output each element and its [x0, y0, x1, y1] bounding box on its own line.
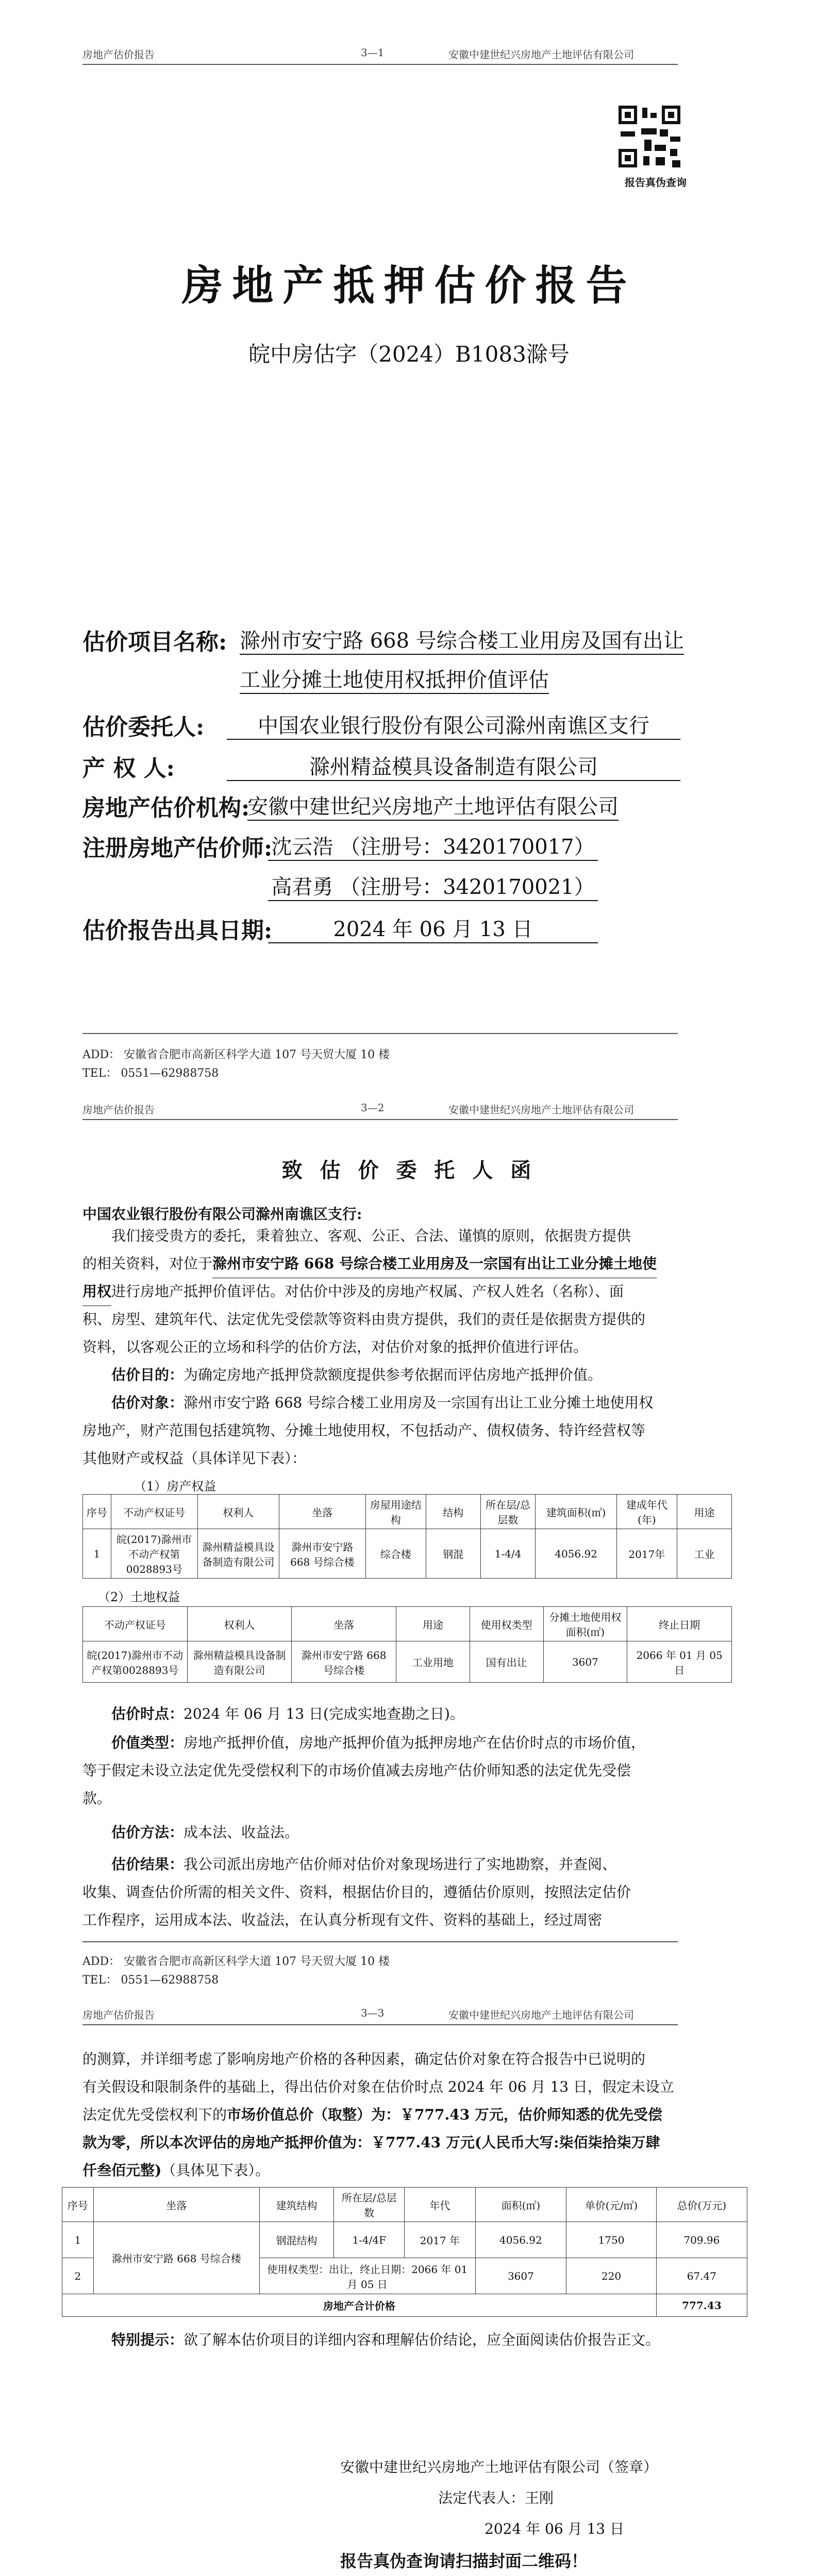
market-value-emphasis: 市场价值总价（取整）为：￥777.43 万元，估价师知悉的优先受偿 [227, 2106, 662, 2123]
page-header-number: 3—2 [361, 1101, 385, 1114]
letter-para1-line4: 积、房型、建筑年代、法定优先受偿款等资料由贵方提供，我们的责任是依据贵方提供的 [82, 1311, 646, 1328]
page-header-company: 安徽中建世纪兴房地产土地评估有限公司 [448, 2009, 634, 2021]
conclusion-line5: 仟叁佰元整)（具体见下表）。 [82, 2162, 270, 2179]
value-type-line3: 款。 [82, 1790, 112, 1807]
owner-label: 产 权 人: [82, 755, 175, 782]
page-header-left: 房地产估价报告 [82, 1104, 155, 1116]
result-line1: 估价结果：我公司派出房地产估价师对估价对象现场进行了实地勘察，并查阅、 [111, 1856, 617, 1873]
qr-caption: 报告真伪查询 [625, 176, 687, 189]
client-value: 中国农业银行股份有限公司滁州南谯区支行 [227, 709, 680, 740]
document-number: 皖中房估字（2024）B1083滁号 [248, 342, 570, 367]
header-rule [82, 1119, 678, 1120]
project-value-line2: 工业分摊土地使用权抵押价值评估 [240, 664, 549, 694]
valuer-label: 注册房地产估价师: [82, 835, 273, 861]
conclusion-line4: 款为零，所以本次评估的房地产抵押价值为：￥777.43 万元(人民币大写:柒佰柒拾柒万肆 [82, 2134, 660, 2151]
footer-address: ADD： 安徽省合肥市高新区科学大道 107 号天贸大厦 10 楼 [82, 1955, 390, 1968]
letter-para1-line3: 用权进行房地产抵押价值评估。对估价中涉及的房地产权属、产权人姓名（名称）、面 [82, 1278, 624, 1306]
letter-para1-line2: 的相关资料，对位于滁州市安宁路 668 号综合楼工业用房及一宗国有出让工业分摊土地使 [82, 1250, 657, 1278]
conclusion-line1: 的测算，并详细考虑了影响房地产价格的各种因素，确定估价对象在符合报告中已说明的 [82, 2050, 646, 2067]
letter-para1-line1: 我们接受贵方的委托，秉着独立、客观、公正、合法、谨慎的原则，依据贵方提供 [111, 1227, 631, 1244]
project-label: 估价项目名称: [82, 629, 227, 655]
footer-tel: TEL： 0551—62988758 [82, 1974, 219, 1987]
object-line2: 房地产，财产范围包括建筑物、分摊土地使用权，不包括动产、债权债务、特许经营权等 [82, 1422, 646, 1439]
footer-rule [82, 1033, 678, 1034]
table-row: 1 皖(2017)滁州市不动产权第0028893号 滁州精益模具设备制造有限公司 滁州市安宁路 668 号综合楼 综合楼 钢混 1-4/4 4056.92 2017年 工业 [83, 1529, 732, 1579]
purpose-line: 估价目的：为确定房地产抵押贷款额度提供参考依据而评估房地产抵押价值。 [111, 1366, 603, 1383]
conclusion-line2: 有关假设和限制条件的基础上，得出估价对象在估价时点 2024 年 06 月 13 日，假定未设立 [82, 2078, 674, 2095]
report-title: 房地产抵押估价报告 [181, 261, 637, 310]
date-label: 估价报告出具日期: [82, 918, 273, 944]
footer-rule [82, 1941, 678, 1942]
table-total-row: 房地产合计价格 777.43 [62, 2294, 747, 2317]
agency-value: 安徽中建世纪兴房地产土地评估有限公司 [247, 790, 619, 821]
table-row: 皖(2017)滁州市不动产权第0028893号 滁州精益模具设备制造有限公司 滁州市安宁路 668 号综合楼 工业用地 国有出让 3607 2066 年 01 月 05 日 [83, 1641, 732, 1683]
signature-company: 安徽中建世纪兴房地产土地评估有限公司（签章） [340, 2459, 658, 2476]
page-header-left: 房地产估价报告 [82, 2009, 155, 2021]
table-row: 1 滁州市安宁路 668 号综合楼 钢混结构 1-4/4F 2017 年 4056.92 1750 709.96 [62, 2222, 747, 2258]
page-header-company: 安徽中建世纪兴房地产土地评估有限公司 [448, 48, 634, 61]
project-value-line1: 滁州市安宁路 668 号综合楼工业用房及国有出让 [240, 624, 684, 655]
object-line3: 其他财产或权益（具体详见下表）： [82, 1450, 307, 1467]
land-rights-table [82, 1606, 732, 1683]
conclusion-line3: 法定优先受偿权利下的市场价值总价（取整）为：￥777.43 万元，估价师知悉的优先受偿 [82, 2106, 662, 2123]
result-line2: 收集、调查估价所需的相关文件、资料，根据估价目的，遵循估价原则，按照法定估价 [82, 1884, 631, 1901]
letter-title: 致 估 价 委 托 人 函 [281, 1158, 537, 1182]
date-value: 2024 年 06 月 13 日 [268, 913, 598, 943]
object-emphasis: 滁州市安宁路 668 号综合楼工业用房及一宗国有出让工业分摊土地使 [212, 1250, 657, 1278]
table-header-row: 序号 坐落 建筑结构 所在层/总层数 年代 面积(㎡) 单价(元/㎡) 总价(万元) [62, 2188, 747, 2222]
valuation-date-line: 估价时点：2024 年 06 月 13 日(完成实地查勘之日)。 [111, 1705, 464, 1722]
table-header-row: 序号 不动产权证号 权利人 坐落 房屋用途结构 结构 所在层/总层数 建筑面积(㎡) 建成年代(年) 用途 [83, 1495, 732, 1529]
letter-para1-line5: 资料，以客观公正的立场和科学的估价方法，对估价对象的抵押价值进行评估。 [82, 1338, 588, 1355]
footer-address: ADD： 安徽省合肥市高新区科学大道 107 号天贸大厦 10 楼 [82, 1048, 390, 1061]
valuer-1: 沈云浩 （注册号：3420170017） [268, 831, 598, 861]
house-table-caption: （1）房产权益 [134, 1479, 216, 1494]
value-type-line1: 价值类型：房地产抵押价值，房地产抵押价值为抵押房地产在估价时点的市场价值， [111, 1734, 646, 1751]
method-line: 估价方法：成本法、收益法。 [111, 1824, 299, 1841]
object-line1: 估价对象：滁州市安宁路 668 号综合楼工业用房及一宗国有出让工业分摊土地使用权 [111, 1394, 654, 1411]
house-rights-table [82, 1494, 732, 1579]
table-header-row: 不动产权证号 权利人 坐落 用途 使用权类型 分摊土地使用权面积(㎡) 终止日期 [83, 1607, 732, 1641]
page-header-number: 3—3 [361, 2007, 385, 2019]
page-header-company: 安徽中建世纪兴房地产土地评估有限公司 [448, 1104, 634, 1116]
result-line3: 工作程序，运用成本法、收益法，在认真分析现有文件、资料的基础上，经过周密 [82, 1911, 603, 1928]
footer-tel: TEL： 0551—62988758 [82, 1067, 219, 1080]
agency-label: 房地产估价机构: [82, 795, 250, 821]
header-rule [82, 64, 678, 65]
special-tip: 特别提示：欲了解本估价项目的详细内容和理解估价结论，应全面阅读估价报告正文。 [111, 2331, 660, 2348]
valuation-result-table [62, 2187, 747, 2317]
addressee: 中国农业银行股份有限公司滁州南谯区支行: [82, 1206, 362, 1223]
value-type-line2: 等于假定未设立法定优先受偿权利下的市场价值减去房地产估价师知悉的法定优先受偿 [82, 1762, 631, 1779]
header-rule [82, 2024, 678, 2025]
table-row: 2 使用权类型：出让，终止日期：2066 年 01 月 05 日 3607 220 67.47 [62, 2258, 747, 2294]
page-header-number: 3—1 [361, 46, 385, 59]
owner-value: 滁州精益模具设备制造有限公司 [227, 751, 680, 781]
land-table-caption: （2）土地权益 [98, 1590, 180, 1604]
signature-representative: 法定代表人：王刚 [438, 2489, 554, 2506]
valuer-2: 高君勇 （注册号：3420170021） [268, 871, 598, 901]
signature-date: 2024 年 06 月 13 日 [485, 2520, 625, 2537]
qr-code-icon[interactable] [619, 106, 680, 167]
page-header-left: 房地产估价报告 [82, 48, 155, 61]
verify-notice: 报告真伪查询请扫描封面二维码！ [340, 2551, 588, 2571]
client-label: 估价委托人: [82, 714, 205, 740]
